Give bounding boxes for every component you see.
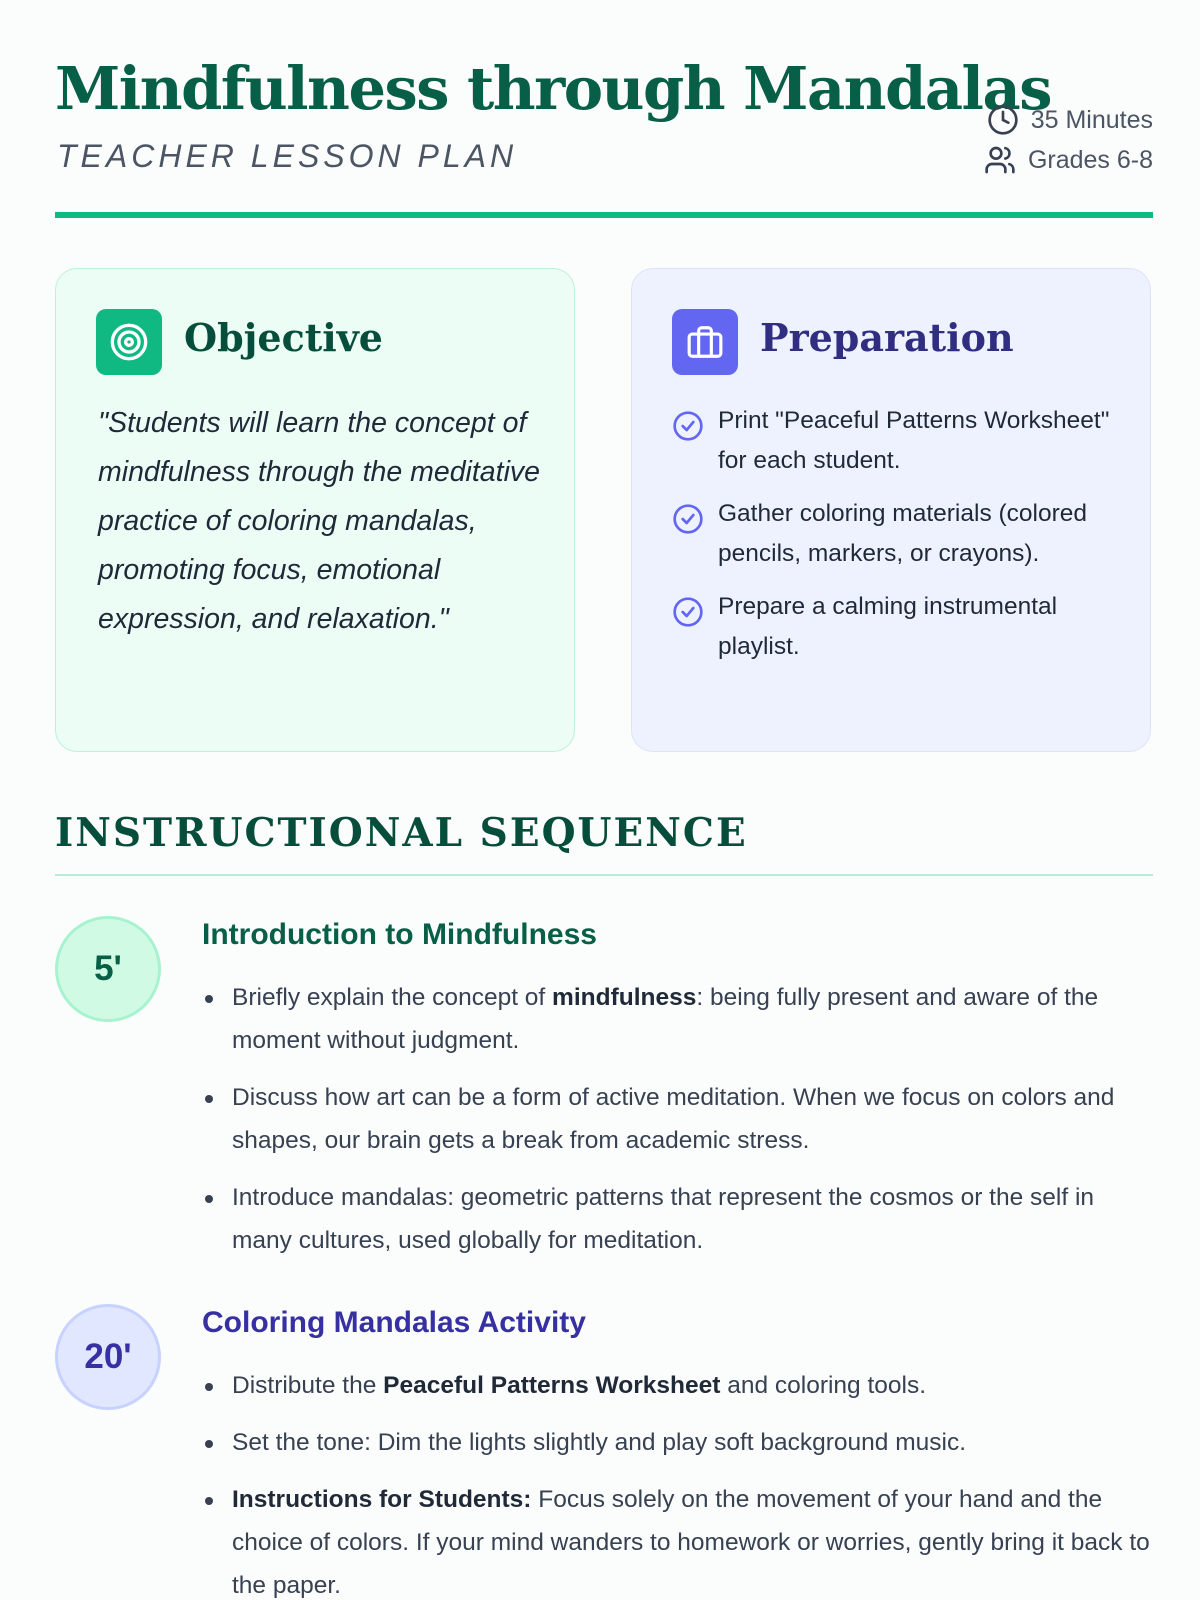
- list-item: [672, 401, 1122, 481]
- list-item: Set the tone: Dim the lights slightly and play soft background music.: [232, 1421, 1157, 1464]
- step-title: Introduction to Mindfulness: [202, 918, 597, 951]
- list-item: [672, 494, 1122, 574]
- lesson-meta: [953, 100, 1153, 180]
- preparation-card: [631, 268, 1151, 752]
- duration-text: 35 Minutes: [1030, 105, 1153, 134]
- objective-card: [55, 268, 575, 752]
- sequence-heading: INSTRUCTIONAL SEQUENCE: [55, 810, 1153, 876]
- list-item: Discuss how art can be a form of active meditation. When we focus on colors and shapes, our brain gets a break from academic stress.: [232, 1076, 1157, 1162]
- step-list: [232, 976, 1157, 1276]
- users-icon: [984, 144, 1016, 176]
- check-circle-icon: [672, 503, 704, 535]
- clock-icon: [987, 104, 1019, 136]
- objective-icon-box: [96, 309, 162, 375]
- check-circle-icon: [672, 410, 704, 442]
- objective-text: "Students will learn the concept of mindfulness through the meditative practice of coloring mandalas, promoting focus, emotional expression, and relaxation.": [98, 407, 541, 635]
- objective-title: Objective: [184, 315, 383, 360]
- preparation-list: [672, 401, 1122, 680]
- list-item: Briefly explain the concept of mindfulness: being fully present and aware of the moment without judgment.: [232, 976, 1157, 1062]
- target-icon: [109, 322, 149, 362]
- preparation-icon-box: [672, 309, 738, 375]
- grades-meta: [953, 140, 1153, 180]
- page-header: [55, 0, 1153, 218]
- preparation-item-text: Print "Peaceful Patterns Worksheet" for each student.: [718, 407, 1110, 474]
- page-subtitle: TEACHER LESSON PLAN: [57, 138, 518, 174]
- lesson-plan-page: [55, 0, 1153, 1599]
- list-item: [672, 587, 1122, 667]
- step-duration-badge: 5': [55, 916, 161, 1022]
- preparation-item-text: Prepare a calming instrumental playlist.: [718, 593, 1058, 660]
- preparation-title: Preparation: [760, 315, 1014, 360]
- check-circle-icon: [672, 596, 704, 628]
- page-title: Mindfulness through Mandalas: [55, 54, 1051, 123]
- list-item: Instructions for Students: Focus solely on the movement of your hand and the choice of colors. If your mind wanders to homework or worries, gently bring it back to the paper.: [232, 1478, 1157, 1600]
- step-duration-badge: 20': [55, 1304, 161, 1410]
- list-item: Distribute the Peaceful Patterns Worksheet and coloring tools.: [232, 1364, 1157, 1407]
- step-list: [232, 1364, 1157, 1600]
- grades-text: Grades 6-8: [1027, 145, 1153, 174]
- briefcase-icon: [686, 323, 724, 361]
- list-item: Introduce mandalas: geometric patterns that represent the cosmos or the self in many cultures, used globally for meditation.: [232, 1176, 1157, 1262]
- step-title: Coloring Mandalas Activity: [202, 1306, 586, 1339]
- duration-meta: [953, 100, 1153, 140]
- preparation-item-text: Gather coloring materials (colored pencils, markers, or crayons).: [718, 500, 1088, 567]
